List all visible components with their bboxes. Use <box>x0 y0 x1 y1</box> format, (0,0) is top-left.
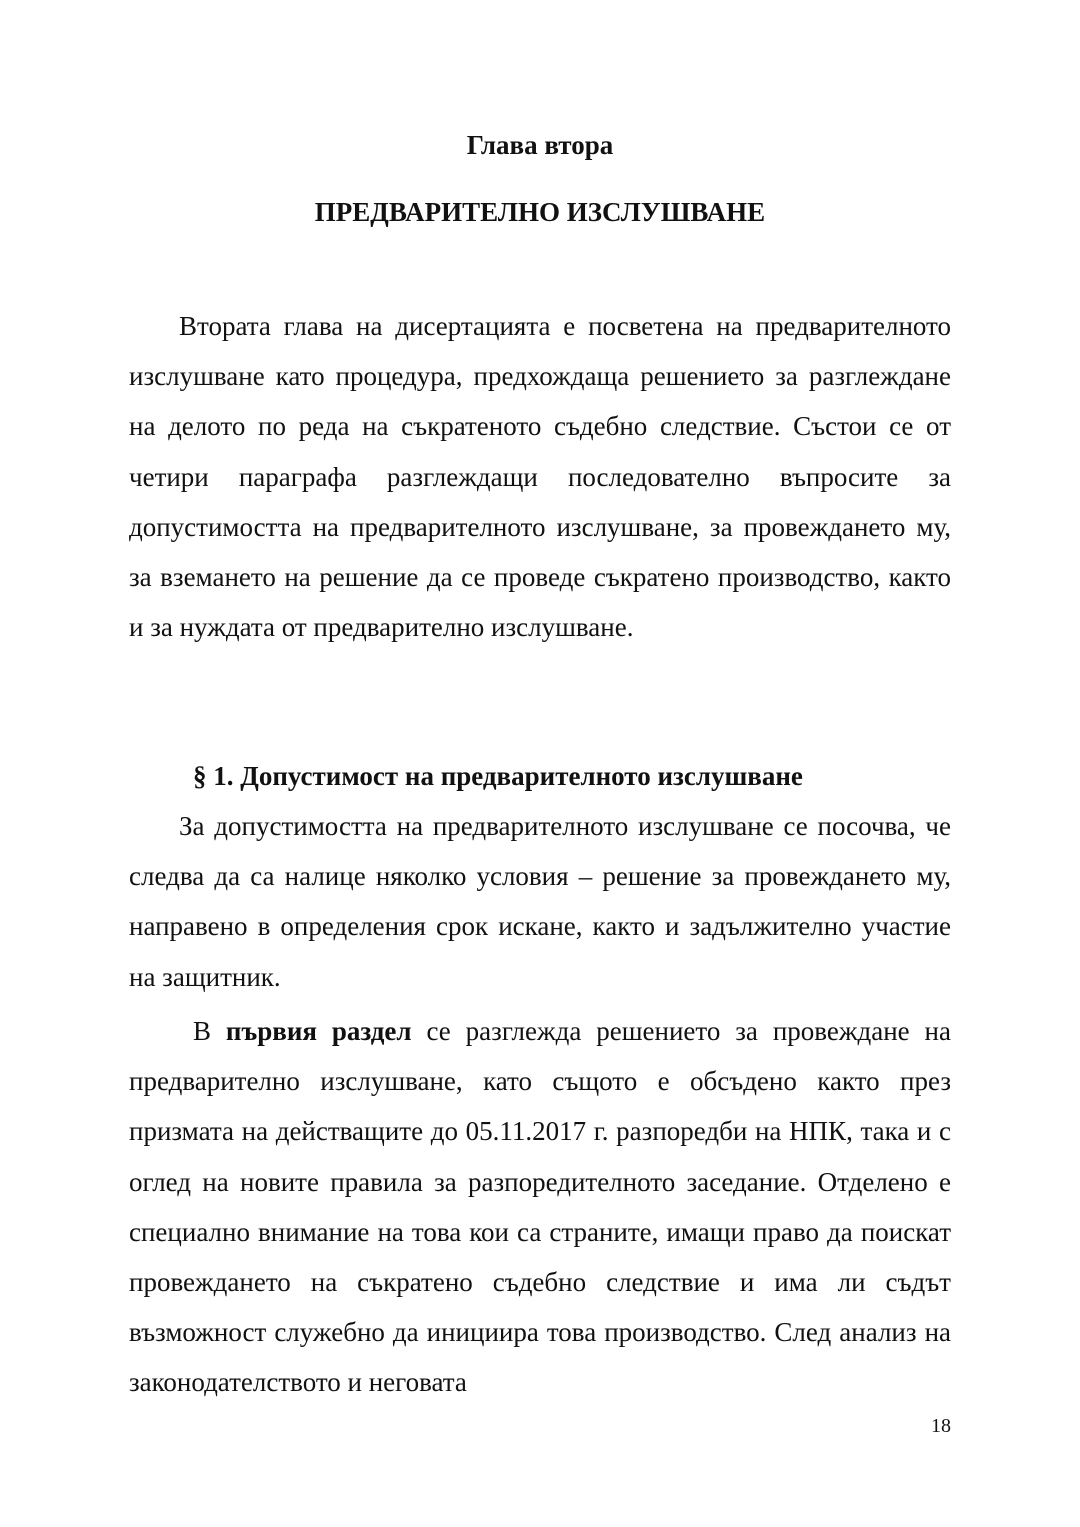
section-paragraph-2 <box>129 1006 951 1408</box>
chapter-subtitle: ПРЕДВАРИТЕЛНО ИЗСЛУШВАНЕ <box>314 197 766 227</box>
chapter-title: Глава втора <box>466 130 614 160</box>
page-number: 18 <box>931 1415 951 1437</box>
paragraph-2-rest: се разглежда решението за провеждане на предварително изслушване, като същото е обсъдено както през призмата на действащите до 05.11.2017 г. разпоредби на НПК, така и с оглед на новите правила за разпоредителното заседание. Отделено е специално внимание на това кои са страните, имащи право да поискат провеждането на съкратено съдебно следствие и има ли съдът възможност служебно да инициира това производство. След анализ на законодателството и неговата <box>129 1016 951 1398</box>
intro-paragraph: Втората глава на дисертацията е посветена на предварителното изслушване като процедура, предхождаща решението за разглеждане на делото по реда на съкратеното съдебно следствие. Състои се от четири параграфа разглеждащи последователно въпросите за допустимостта на предварителното изслушване, за провеждането му, за вземането на решение да се проведе съкратено производство, както и за нуждата от предварително изслушване. <box>129 311 951 643</box>
section-heading: § 1. Допустимост на предварителното изслушване <box>193 761 803 791</box>
paragraph-2-bold-term: първия раздел <box>225 1016 412 1046</box>
section-paragraph-1: За допустимостта на предварителното изслушване се посочва, че следва да са налице няколко условия – решение за провеждането му, направено в определения срок искане, както и задължително участие на защитник. <box>129 811 951 992</box>
paragraph-2-lead: В <box>193 1016 226 1046</box>
